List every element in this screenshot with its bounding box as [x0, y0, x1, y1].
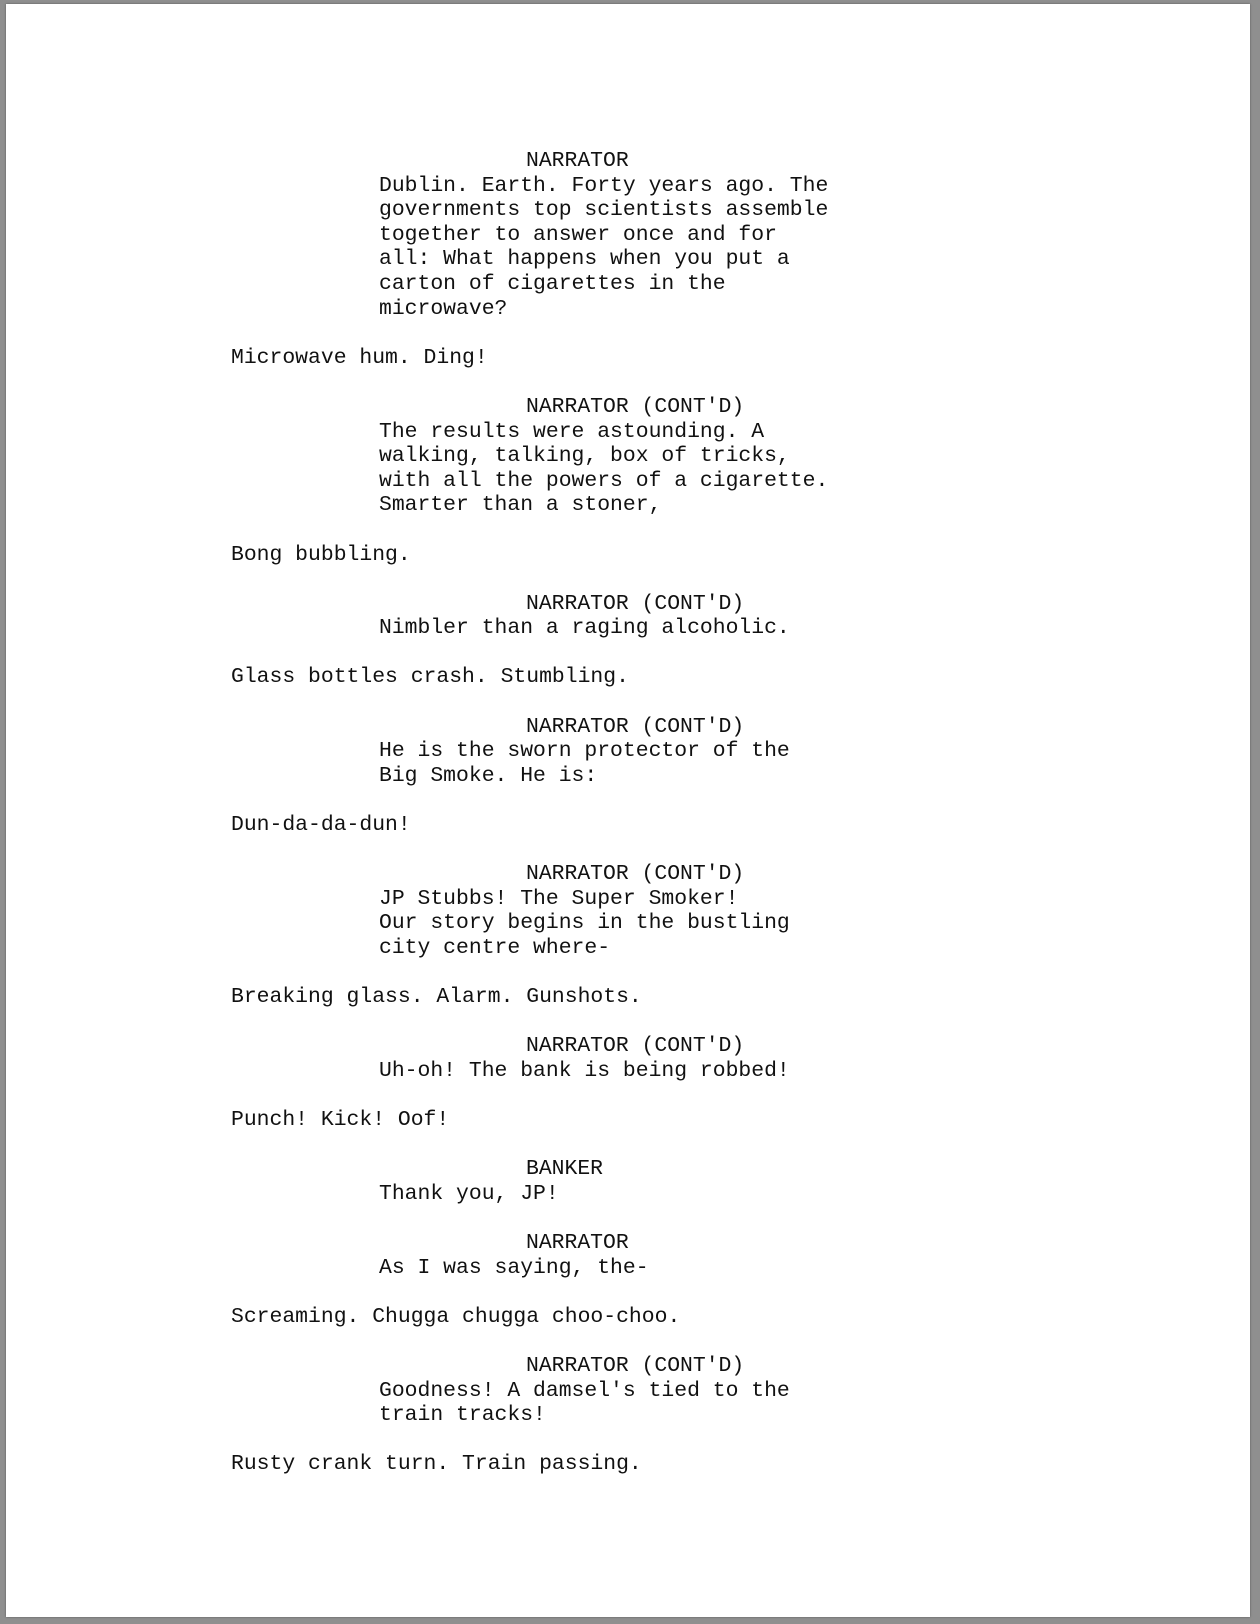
- dialogue-line: Our story begins in the bustling: [379, 911, 790, 936]
- blank-line: [231, 1428, 1131, 1453]
- dialogue-line: The results were astounding. A: [379, 419, 765, 444]
- blank-line: [231, 321, 1131, 346]
- blank-line: [231, 370, 1131, 395]
- dialogue-line: As I was saying, the-: [379, 1255, 649, 1280]
- action-line: Breaking glass. Alarm. Gunshots.: [231, 985, 642, 1010]
- character-cue: NARRATOR (CONT'D): [526, 862, 745, 887]
- blank-line: [231, 961, 1131, 986]
- dialogue-line: with all the powers of a cigarette.: [379, 468, 829, 493]
- blank-line: [231, 567, 1131, 592]
- dialogue-line: train tracks!: [379, 1403, 546, 1428]
- blank-line: [231, 1010, 1131, 1035]
- blank-line: [231, 641, 1131, 666]
- dialogue-line: Smarter than a stoner,: [379, 493, 662, 518]
- blank-line: [231, 690, 1131, 715]
- character-cue: NARRATOR (CONT'D): [526, 591, 745, 616]
- blank-line: [231, 1133, 1131, 1158]
- screenplay-body: [231, 149, 1131, 1477]
- dialogue-line: Dublin. Earth. Forty years ago. The: [379, 173, 829, 198]
- character-cue: NARRATOR (CONT'D): [526, 1034, 745, 1059]
- dialogue-line: carton of cigarettes in the: [379, 271, 726, 296]
- character-cue: BANKER: [526, 1157, 604, 1182]
- action-line: Microwave hum. Ding!: [231, 345, 488, 370]
- dialogue-line: Nimbler than a raging alcoholic.: [379, 616, 790, 641]
- script-page: [6, 4, 1250, 1617]
- blank-line: [231, 518, 1131, 543]
- character-cue: NARRATOR: [526, 1231, 629, 1256]
- dialogue-line: Thank you, JP!: [379, 1181, 559, 1206]
- dialogue-line: walking, talking, box of tricks,: [379, 444, 790, 469]
- dialogue-line: city centre where-: [379, 936, 611, 960]
- action-line: Glass bottles crash. Stumbling.: [231, 665, 629, 690]
- dialogue-line: microwave?: [379, 296, 508, 321]
- character-cue: NARRATOR: [526, 149, 629, 173]
- dialogue-line: together to answer once and for: [379, 222, 777, 247]
- character-cue: NARRATOR (CONT'D): [526, 1354, 745, 1379]
- character-cue: NARRATOR (CONT'D): [526, 714, 745, 739]
- blank-line: [231, 788, 1131, 813]
- action-line: Dun-da-da-dun!: [231, 813, 411, 838]
- character-cue: NARRATOR (CONT'D): [526, 394, 745, 419]
- dialogue-line: Big Smoke. He is:: [379, 763, 598, 788]
- blank-line: [231, 1330, 1131, 1355]
- blank-line: [231, 838, 1131, 863]
- dialogue-line: governments top scientists assemble: [379, 198, 829, 223]
- dialogue-line: JP Stubbs! The Super Smoker!: [379, 886, 739, 911]
- action-line: Bong bubbling.: [231, 542, 411, 567]
- dialogue-line: all: What happens when you put a: [379, 247, 790, 272]
- dialogue-line: Goodness! A damsel's tied to the: [379, 1378, 790, 1403]
- blank-line: [231, 1084, 1131, 1109]
- action-line: Screaming. Chugga chugga choo-choo.: [231, 1304, 681, 1329]
- blank-line: [231, 1207, 1131, 1232]
- action-line: Rusty crank turn. Train passing.: [231, 1452, 642, 1477]
- blank-line: [231, 1280, 1131, 1305]
- dialogue-line: Uh-oh! The bank is being robbed!: [379, 1058, 790, 1083]
- dialogue-line: He is the sworn protector of the: [379, 739, 790, 764]
- action-line: Punch! Kick! Oof!: [231, 1108, 450, 1133]
